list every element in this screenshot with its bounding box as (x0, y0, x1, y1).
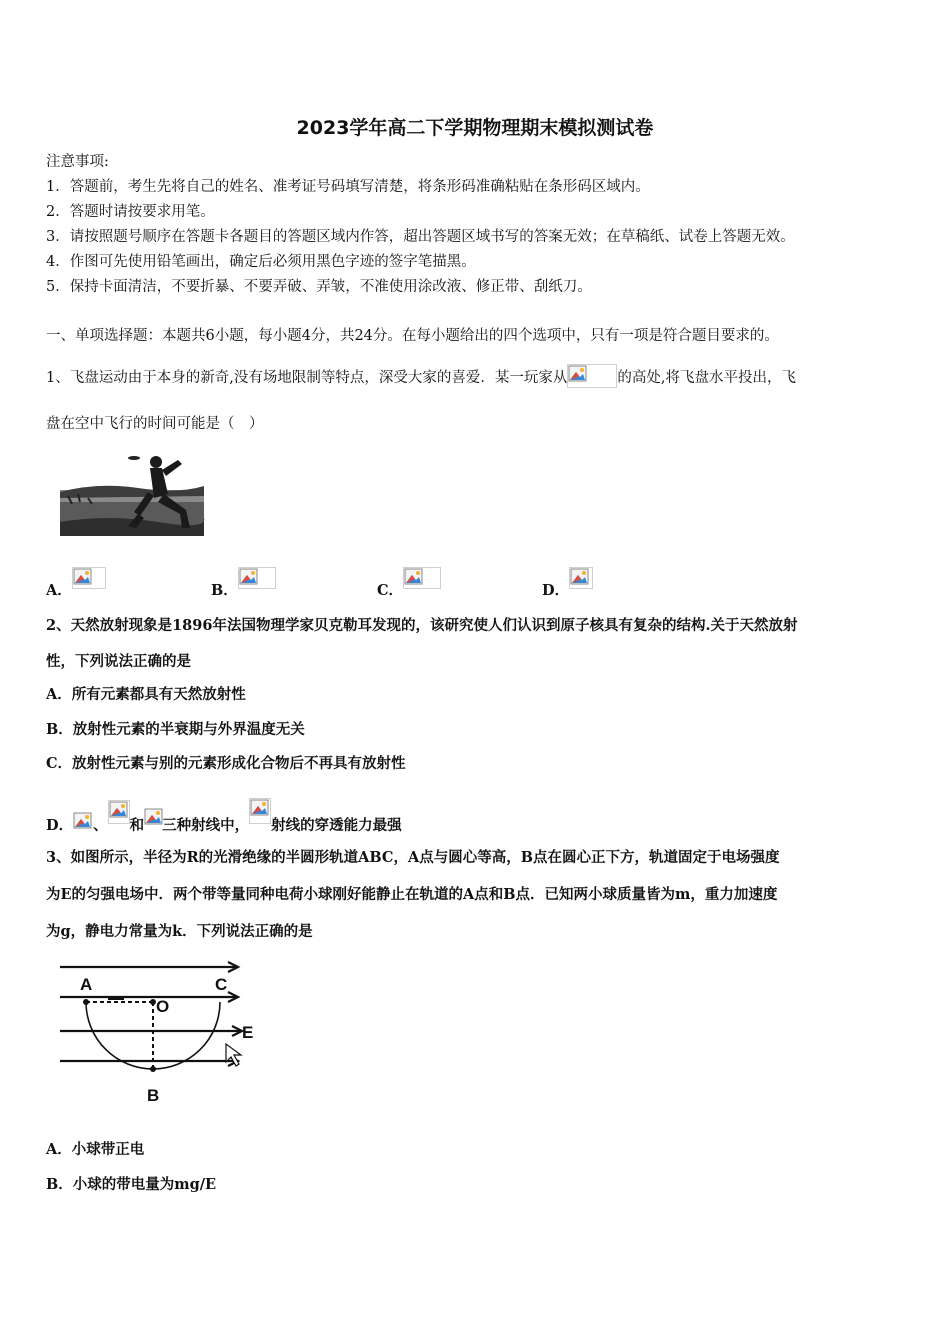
q2-alpha-image (73, 812, 93, 830)
q1-option-c-image (403, 567, 441, 589)
q2-text-a: 2、天然放射现象是1896年法国物理学家贝克勒耳发现的，该研究使人们认识到原子核具有复杂的结构.关于天然放射 (46, 617, 798, 634)
label-c: C (215, 975, 228, 994)
broken-image-icon (570, 568, 590, 586)
q1-option-b[interactable] (211, 567, 276, 600)
q2-option-d[interactable] (46, 798, 402, 836)
q2-option-a[interactable]: A．所有元素都具有天然放射性 (46, 686, 246, 703)
label-o: O (156, 997, 170, 1016)
q2-beta-image (108, 800, 130, 824)
q1-option-a-label: A． (46, 582, 72, 599)
q2-option-d-prefix: D． (46, 817, 74, 834)
q2-option-d-end: 射线的穿透能力最强 (271, 817, 402, 834)
q2-option-d-mid: 三种射线中， (162, 817, 250, 834)
q1-height-image (567, 364, 617, 388)
section-heading: 一、单项选择题：本题共6小题，每小题4分，共24分。在每小题给出的四个选项中，只有一项是符合题目要求的。 (46, 328, 779, 344)
notice-item-5: 5．保持卡面清洁，不要折暴、不要弄破、弄皱，不准使用涂改液、修正带、刮纸刀。 (46, 279, 592, 295)
q1-option-a[interactable] (46, 567, 106, 600)
notice-item-4: 4．作图可先使用铅笔画出，确定后必须用黑色字迹的签字笔描黑。 (46, 254, 476, 270)
q1-option-d-label: D． (542, 582, 570, 599)
q1-text-b: 的高处,将飞盘水平投出，飞 (617, 370, 796, 386)
q1-option-b-label: B． (211, 582, 238, 599)
frisbee-player-photo (58, 452, 206, 538)
notice-heading: 注意事项: (46, 154, 109, 170)
q1-option-c-label: C． (377, 582, 404, 599)
notice-item-1: 1．答题前，考生先将自己的姓名、准考证号码填写清楚，将条形码准确粘贴在条形码区域内。 (46, 179, 650, 195)
q3-option-a[interactable]: A．小球带正电 (46, 1141, 145, 1158)
q1-option-d[interactable] (542, 567, 593, 600)
broken-image-icon (109, 801, 129, 819)
semicircle-track-figure (56, 958, 276, 1108)
q2-gamma-image (144, 808, 162, 828)
notice-item-3: 3．请按照题号顺序在答题卡各题目的答题区域内作答，超出答题区域书写的答案无效；在草稿纸、试卷上答题无效。 (46, 229, 795, 245)
broken-image-icon (568, 365, 588, 383)
q1-text-c: 盘在空中飞行的时间可能是（ ） (46, 416, 264, 432)
q1-line1 (46, 364, 796, 388)
q1-text-a: 1、飞盘运动由于本身的新奇,没有场地限制等特点，深受大家的喜爱．某一玩家从 (46, 370, 568, 386)
broken-image-icon (250, 799, 270, 817)
broken-image-icon (73, 812, 93, 830)
q1-option-d-image (569, 567, 593, 589)
q1-option-a-image (72, 567, 106, 589)
ball-a (83, 999, 89, 1005)
broken-image-icon (404, 568, 424, 586)
broken-image-icon (144, 808, 164, 826)
ball-b (150, 1066, 156, 1072)
q2-option-d-sep2: 和 (129, 817, 145, 834)
q2-text-b: 性，下列说法正确的是 (46, 653, 191, 670)
q2-option-c[interactable]: C．放射性元素与别的元素形成化合物后不再具有放射性 (46, 755, 406, 772)
q1-option-b-image (238, 567, 276, 589)
q3-option-b[interactable]: B．小球的带电量为mg/E (46, 1176, 217, 1193)
broken-image-icon (239, 568, 259, 586)
label-b: B (147, 1086, 160, 1105)
label-e: E (242, 1023, 254, 1042)
page-title: 2023学年高二下学期物理期末模拟测试卷 (296, 117, 654, 139)
broken-image-icon (73, 568, 93, 586)
q3-text-c: 为g，静电力常量为k．下列说法正确的是 (46, 923, 313, 940)
q3-text-b: 为E的匀强电场中．两个带等量同种电荷小球刚好能静止在轨道的A点和B点．已知两小球质量皆为m，重力加速度 (46, 886, 778, 903)
q2-strongest-ray-image (249, 798, 271, 824)
q2-option-d-sep1: 、 (93, 817, 108, 834)
q3-text-a: 3、如图所示，半径为R的光滑绝缘的半圆形轨道ABC，A点与圆心等高，B点在圆心正下方，轨道固定于电场强度 (46, 849, 780, 866)
cursor-arrow-icon (226, 1044, 241, 1066)
notice-item-2: 2．答题时请按要求用笔。 (46, 204, 215, 220)
q1-option-c[interactable] (377, 567, 441, 600)
q2-option-b[interactable]: B．放射性元素的半衰期与外界温度无关 (46, 721, 305, 738)
label-a: A (80, 975, 93, 994)
